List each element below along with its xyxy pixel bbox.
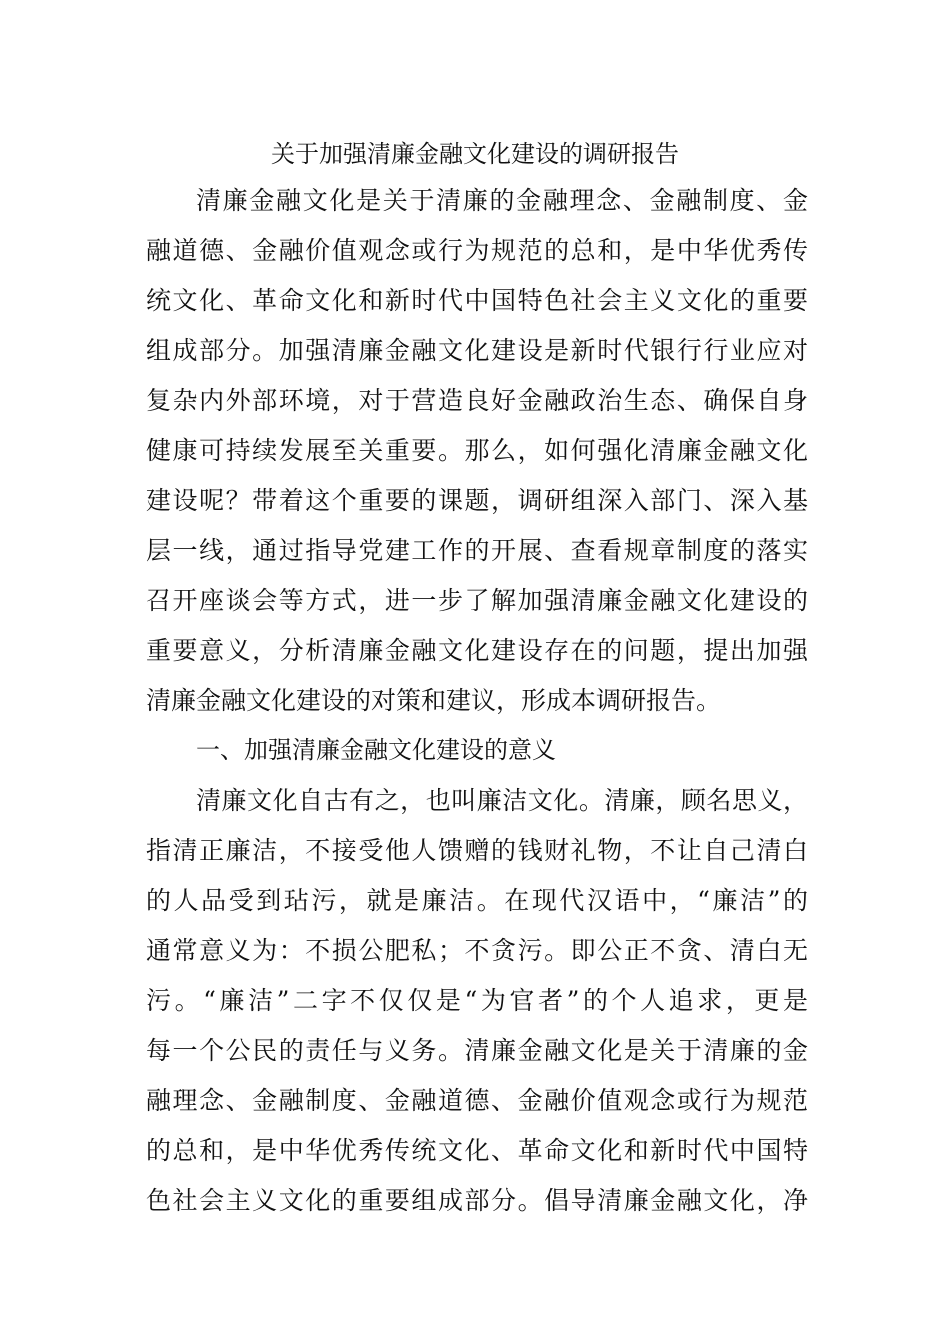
paragraph-line: 重要意义，分析清廉金融文化建设存在的问题，提出加强 [146,636,808,665]
paragraph-line: 清廉文化自古有之，也叫廉洁文化。清廉，顾名思义， [196,786,808,815]
paragraph-line: 建设呢？带着这个重要的课题，调研组深入部门、深入基 [146,486,808,515]
paragraph-line: 清廉金融文化建设的对策和建议，形成本调研报告。 [146,686,722,715]
paragraph-line: 复杂内外部环境，对于营造良好金融政治生态、确保自身 [146,386,808,415]
document-title: 关于加强清廉金融文化建设的调研报告 [271,140,679,168]
paragraph-line: 的总和，是中华优秀传统文化、革命文化和新时代中国特 [146,1136,808,1165]
paragraph-line: 融理念、金融制度、金融道德、金融价值观念或行为规范 [146,1086,808,1115]
paragraph-line: 污。“廉洁”二字不仅仅是“为官者”的个人追求，更是 [146,986,808,1015]
section-heading: 一、加强清廉金融文化建设的意义 [196,736,556,764]
paragraph-line: 统文化、革命文化和新时代中国特色社会主义文化的重要 [146,286,808,315]
paragraph-line: 通常意义为：不损公肥私；不贪污。即公正不贪、清白无 [146,936,808,965]
paragraph-line: 组成部分。加强清廉金融文化建设是新时代银行行业应对 [146,336,808,365]
paragraph-line: 层一线，通过指导党建工作的开展、查看规章制度的落实 [146,536,808,565]
paragraph-line: 清廉金融文化是关于清廉的金融理念、金融制度、金 [196,186,808,215]
paragraph-line: 指清正廉洁，不接受他人馈赠的钱财礼物，不让自己清白 [146,836,808,865]
paragraph-line: 融道德、金融价值观念或行为规范的总和，是中华优秀传 [146,236,808,265]
paragraph-line: 色社会主义文化的重要组成部分。倡导清廉金融文化，净 [146,1186,808,1215]
paragraph-line: 每一个公民的责任与义务。清廉金融文化是关于清廉的金 [146,1036,808,1065]
paragraph-line: 健康可持续发展至关重要。那么，如何强化清廉金融文化 [146,436,808,465]
paragraph-line: 召开座谈会等方式，进一步了解加强清廉金融文化建设的 [146,586,808,615]
paragraph-line: 的人品受到玷污，就是廉洁。在现代汉语中，“廉洁”的 [146,886,808,915]
